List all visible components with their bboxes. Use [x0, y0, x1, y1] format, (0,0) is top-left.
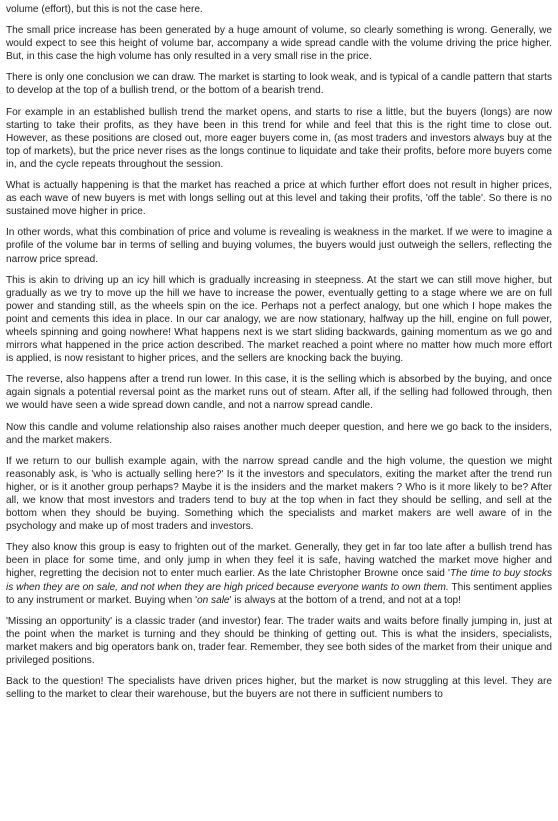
- italic-quote-text: on sale: [197, 594, 230, 606]
- paragraph-text: This sentiment applies to any instrument or market. Buying when ': [6, 581, 553, 606]
- paragraph: [6, 71, 552, 97]
- paragraph: [6, 179, 552, 218]
- paragraph-text: The small price increase has been generated by a huge amount of volume, so clearly something is wrong. Generally, we would expect to see this height of volume bar, accompany a wide spread candle with the volume driving the price higher. But, in this case the high volume has only resulted in a very small rise in the price.: [6, 25, 552, 63]
- paragraph: [6, 3, 552, 16]
- paragraph-text: For example in an established bullish trend the market opens, and starts to rise a little, but the buyers (longs) are now starting to take their profits, as they have been in this trend for while and feel that this is the right time to close out. However, as these positions are closed out, more eager buyers come in, (as most traders and investors always buy at the top of markets), but the price never rises as the longs continue to liquidate and take their profits, before more buyers come in, and the cycle repeats throughout the session.: [6, 106, 552, 170]
- paragraph: [6, 373, 552, 412]
- paragraph-text: ' is always at the bottom of a trend, and not at a top!: [229, 594, 461, 606]
- italic-quote-text: The time to buy stocks is when they are on sale, and not when they are high priced because everyone wants to own them.: [6, 568, 553, 593]
- paragraph: [6, 541, 552, 606]
- paragraph: [6, 106, 552, 171]
- paragraph-text: In other words, what this combination of price and volume is revealing is weakness in the market. If we were to imagine a profile of the volume bar in terms of selling and buying volumes, the buyers would just outweigh the sellers, reflecting the narrow price spread.: [6, 227, 552, 265]
- paragraph: [6, 615, 552, 667]
- paragraph-text: This is akin to driving up an icy hill which is gradually increasing in steepness. At the start we can still move higher, but gradually as we try to move up the hill we have to increase the power, eventually getting to a stage where we are on full power and standing still, as the wheels spin on the ice. Perhaps not a perfect analogy, but one which I hope makes the point and cements this idea in place. In our car analogy, we are now stationary, halfway up the hill, engine on full power, wheels spinning and going nowhere! What happens next is we start sliding backwards, gaining momentum as we go and mirrors what happened in the price action described. The market reached a point where no matter how much more effort is applied, is now resistant to higher prices, and the sellers are knocking back the buying.: [6, 274, 552, 365]
- paragraph-text: volume (effort), but this is not the case here.: [6, 4, 203, 15]
- paragraph-text: Back to the question! The specialists have driven prices higher, but the market is now struggling at this level. They are selling to the market to clear their warehouse, but the buyers are not there in sufficient numbers to: [6, 676, 552, 701]
- paragraph-text: 'Missing an opportunity' is a classic trader (and investor) fear. The trader waits and waits before finally jumping in, just at the point when the market is turning and they should be thinking of getting out. This is what the insiders, specialists, market makers and big operators bank on, trader fear. Remember, they see both sides of the market from their unique and privileged positions.: [6, 615, 552, 667]
- paragraph: [6, 421, 552, 447]
- paragraph-text: There is only one conclusion we can draw. The market is starting to look weak, and is typical of a candle pattern that starts to develop at the top of a bullish trend, or the bottom of a bearish trend.: [6, 72, 552, 97]
- paragraph: [6, 455, 552, 534]
- paragraph-text: Now this candle and volume relationship also raises another much deeper question, and here we go back to the insiders, and the market makers.: [6, 421, 552, 446]
- paragraph: [6, 274, 552, 366]
- paragraph-text: The reverse, also happens after a trend run lower. In this case, it is the selling which is absorbed by the buying, and once again signals a potential reversal point as the market runs out of steam. After all, if the selling had followed through, then we would have seen a wide spread down candle, and not a narrow spread candle.: [6, 374, 552, 412]
- paragraph-text: What is actually happening is that the market has reached a price at which further effort does not result in higher prices, as each wave of new buyers is met with longs selling out at this level and taking their profits, 'off the table'. So there is no sustained move higher in price.: [6, 180, 552, 218]
- paragraph: [6, 675, 552, 701]
- paragraph-text: They also know this group is easy to frighten out of the market. Generally, they get in far too late after a bullish trend has been in place for some time, and only jump in when they feel it is safe, having watched the market move higher and higher, regretting the decision not to enter much earlier. As the late Christopher Browne once said ': [6, 542, 552, 580]
- paragraph: [6, 226, 552, 265]
- paragraph: [6, 24, 552, 63]
- paragraph-text: If we return to our bullish example again, with the narrow spread candle and the high volume, the question we might reasonably ask, is 'who is actually selling here?' Is it the investors and speculators, exiting the market after the trend run higher, or is it another group perhaps? Maybe it is the insiders and the market makers ? Who is it more likely to be? After all, we know that most investors and traders tend to buy at the top when in fact they should be selling, and sell at the bottom when they should be buying. Something which the specialists and market makers are well aware of in the psychology and make up of most traders and investors.: [6, 455, 552, 533]
